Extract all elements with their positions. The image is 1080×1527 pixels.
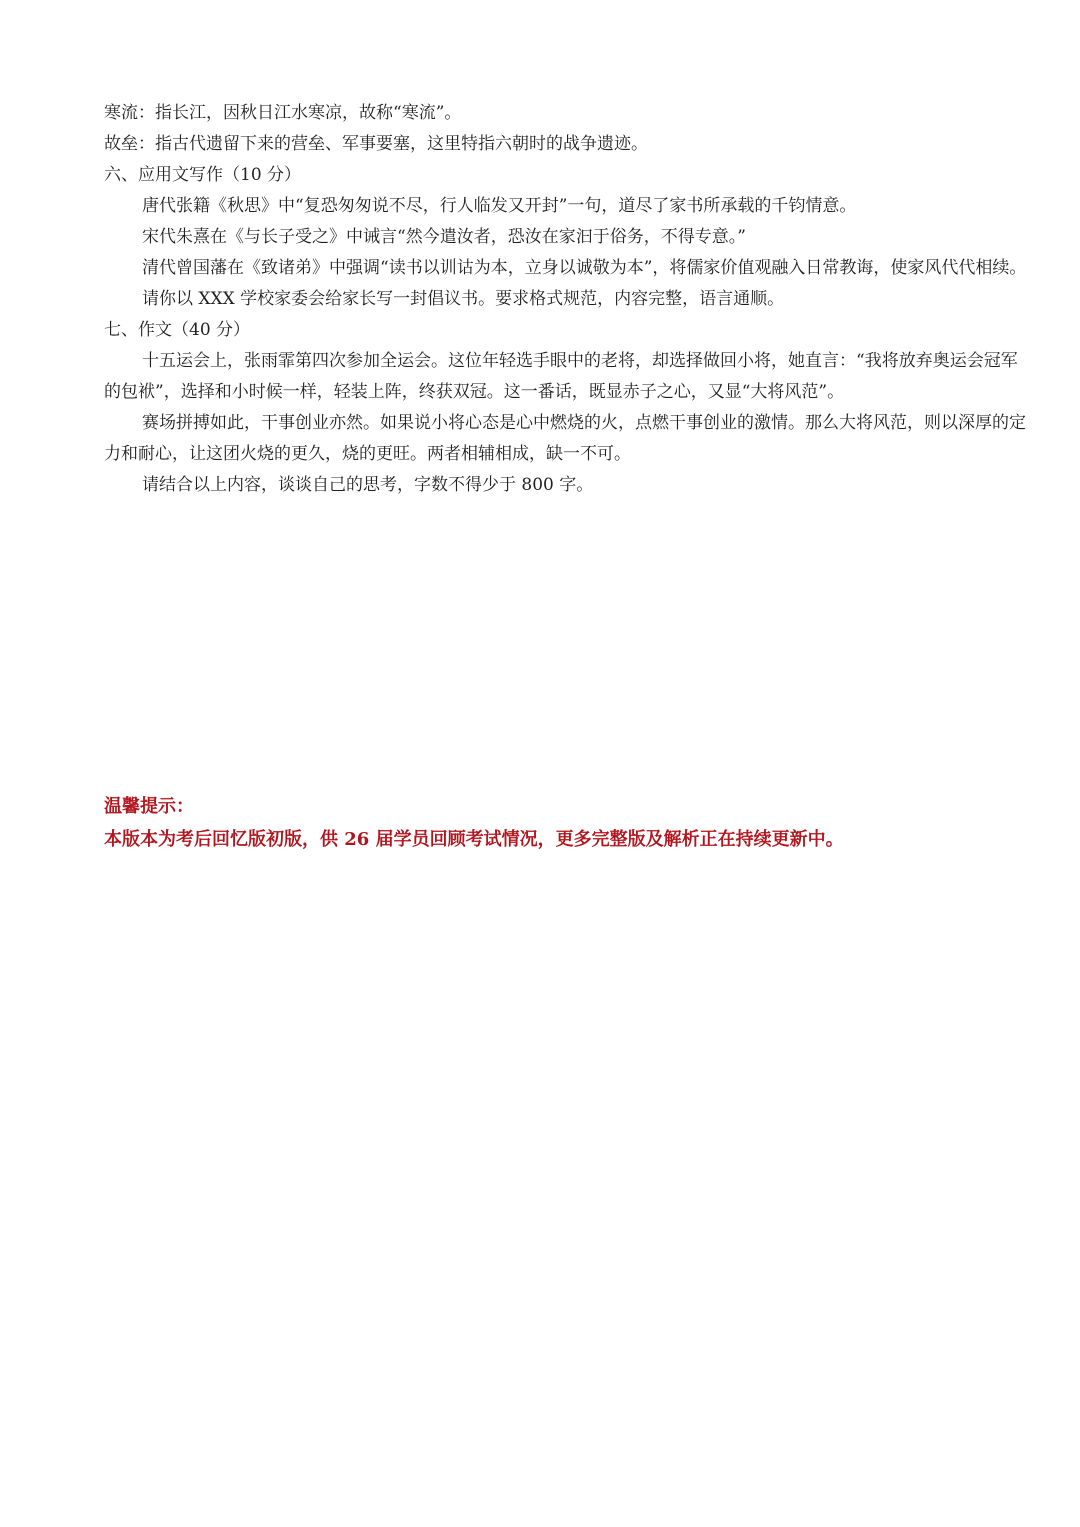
section-7-paragraph: 赛场拼搏如此，干事创业亦然。如果说小将心态是心中燃烧的火，点燃干事创业的激情。那么大将风范，则以深厚的定力和耐心，让这团火烧的更久，烧的更旺。两者相辅相成，缺一不可。 [104,413,1026,464]
exam-content [104,98,1029,501]
note-gulei: 故垒：指古代遗留下来的营垒、军事要塞，这里特指六朝时的战争遗迹。 [104,134,648,154]
warm-tip-title: 温馨提示： [104,796,194,817]
warm-tip-body: 本版本为考后回忆版初版，供 26 届学员回顾考试情况，更多完整版及解析正在持续更新中。 [104,829,844,850]
section-7-prompt: 请结合以上内容，谈谈自己的思考，字数不得少于 800 字。 [142,475,594,495]
section-6-paragraph: 清代曾国藩在《致诸弟》中强调“读书以训诂为本，立身以诚敬为本”，将儒家价值观融入日常教诲，使家风代代相续。 [142,258,1027,278]
section-6-prompt: 请你以 XXX 学校家委会给家长写一封倡议书。要求格式规范，内容完整，语言通顺。 [142,289,785,309]
section-6-paragraph: 唐代张籍《秋思》中“复恐匆匆说不尽，行人临发又开封”一句，道尽了家书所承载的千钧情意。 [142,196,857,216]
warm-tip [104,790,1029,856]
section-6-heading: 六、应用文写作（10 分） [104,165,302,185]
note-hanliu: 寒流：指长江，因秋日江水寒凉，故称“寒流”。 [104,103,462,123]
section-6-paragraph: 宋代朱熹在《与长子受之》中诫言“然今遣汝者，恐汝在家汩于俗务，不得专意。” [142,227,746,247]
section-7-heading: 七、作文（40 分） [104,320,251,340]
section-7-paragraph: 十五运会上，张雨霏第四次参加全运会。这位年轻选手眼中的老将，却选择做回小将，她直言：“我将放弃奥运会冠军的包袱”，选择和小时候一样，轻装上阵，终获双冠。这一番话，既显赤子之心，又显“大将风范”。 [104,351,1018,402]
